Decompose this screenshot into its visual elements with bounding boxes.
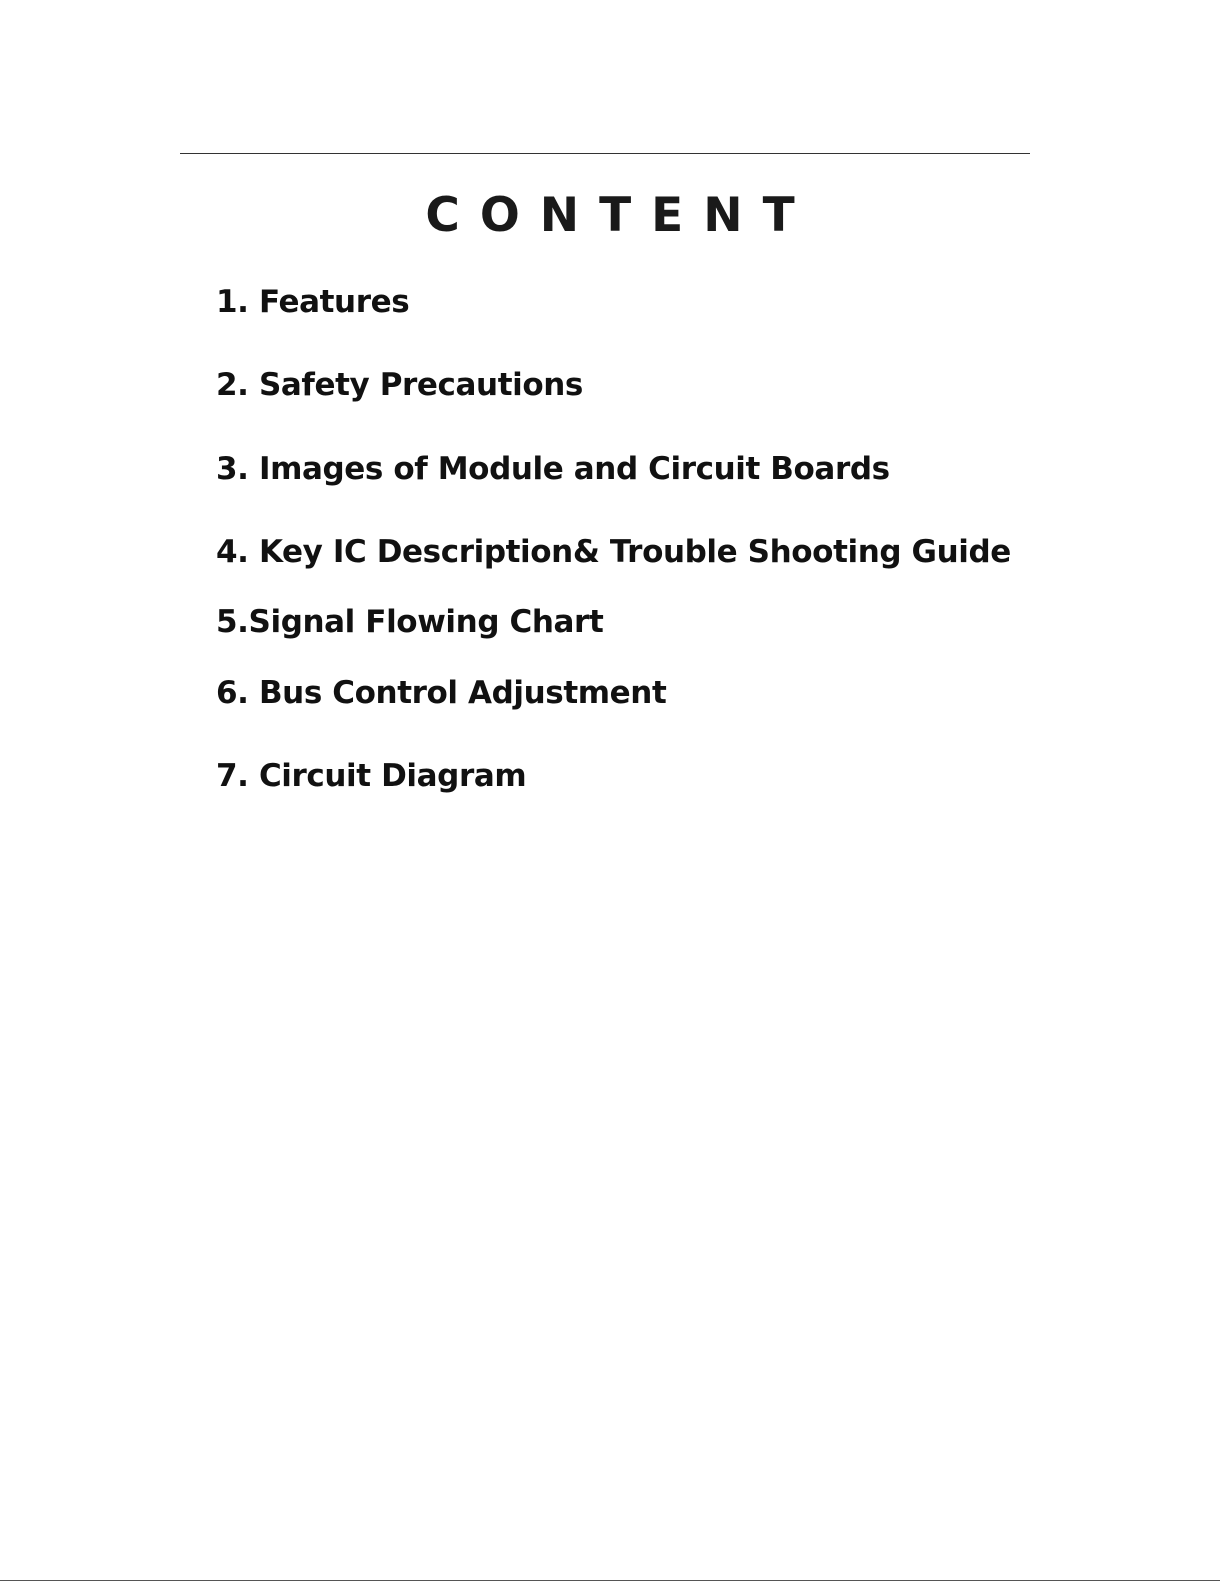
- toc-item-images-module-boards: 3. Images of Module and Circuit Boards: [216, 451, 890, 487]
- toc-item-bus-control-adjustment: 6. Bus Control Adjustment: [216, 675, 667, 711]
- toc-item-key-ic-troubleshooting: 4. Key IC Description& Trouble Shooting Guide: [216, 534, 1011, 570]
- toc-item-signal-flowing-chart: 5.Signal Flowing Chart: [216, 604, 604, 640]
- page-title: CONTENT: [425, 188, 815, 243]
- toc-item-circuit-diagram: 7. Circuit Diagram: [216, 758, 527, 794]
- header-divider: [180, 153, 1030, 154]
- page-bottom-edge: [0, 1580, 1220, 1581]
- toc-item-features: 1. Features: [216, 284, 410, 320]
- toc-item-safety-precautions: 2. Safety Precautions: [216, 367, 583, 403]
